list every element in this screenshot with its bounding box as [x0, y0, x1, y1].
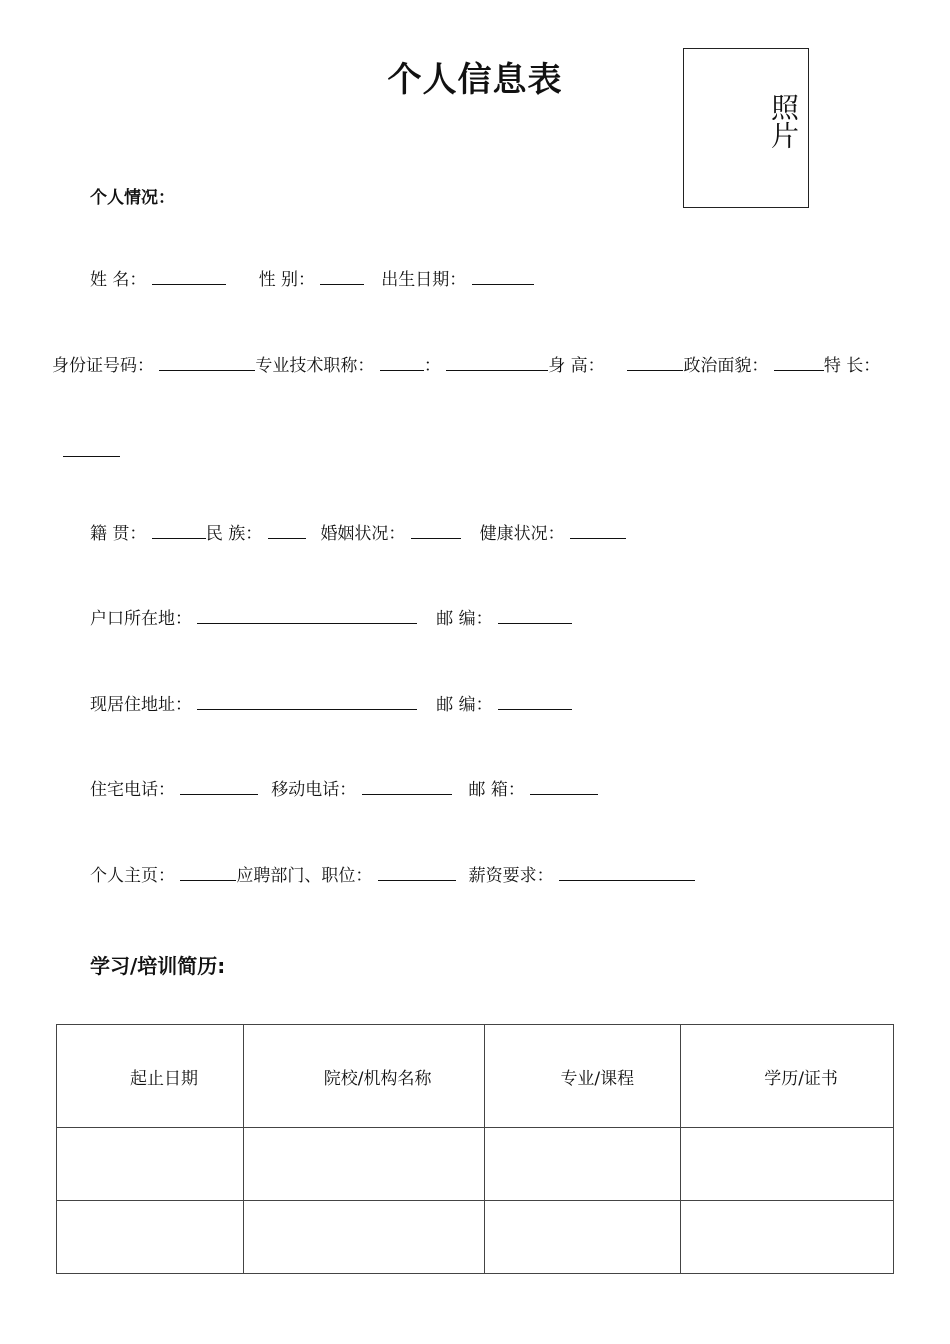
homepage-label: 个人主页：: [90, 866, 175, 886]
page-title: 个人信息表: [387, 60, 563, 100]
politics-field[interactable]: [774, 354, 824, 371]
id-field[interactable]: [159, 354, 255, 371]
table-header-row: [57, 1025, 894, 1128]
health-label: 健康状况：: [479, 524, 565, 544]
postcode-label-1: 邮 编：: [436, 609, 493, 629]
header-degree: 学历/证书: [681, 1025, 894, 1128]
table-cell[interactable]: [243, 1201, 485, 1274]
birth-field[interactable]: [472, 268, 534, 285]
table-cell[interactable]: [57, 1128, 244, 1201]
section-personal-heading: 个人情况：: [90, 188, 175, 208]
marital-field[interactable]: [411, 522, 461, 539]
row-basic-info: [90, 268, 534, 292]
email-label: 邮 箱：: [468, 780, 525, 800]
table-row: [57, 1128, 894, 1201]
row-contact: [90, 778, 598, 802]
home-phone-field[interactable]: [180, 778, 258, 795]
postcode-field-1[interactable]: [498, 607, 572, 624]
address-label: 现居住地址：: [90, 695, 192, 715]
table-cell[interactable]: [485, 1128, 681, 1201]
ethnic-field[interactable]: [268, 522, 306, 539]
table-cell[interactable]: [57, 1201, 244, 1274]
gender-label: 性 别：: [258, 270, 316, 290]
extra-field[interactable]: [446, 354, 548, 371]
table-row: [57, 1201, 894, 1274]
row-id-info: [52, 354, 880, 378]
postcode-field-2[interactable]: [498, 693, 572, 710]
row-hukou: [90, 607, 572, 631]
table-cell[interactable]: [485, 1201, 681, 1274]
marital-label: 婚姻状况：: [320, 524, 406, 544]
home-phone-label: 住宅电话：: [90, 780, 175, 800]
hukou-field[interactable]: [197, 607, 417, 624]
header-institution: 院校/机构名称: [243, 1025, 485, 1128]
header-date: 起止日期: [57, 1025, 244, 1128]
height-label: 身 高：: [548, 356, 605, 376]
birth-label: 出生日期：: [381, 270, 467, 290]
address-field[interactable]: [197, 693, 417, 710]
email-field[interactable]: [530, 778, 598, 795]
photo-placeholder[interactable]: [683, 48, 809, 208]
ethnic-label: 民 族：: [205, 524, 263, 544]
table-cell[interactable]: [243, 1128, 485, 1201]
row-specialty-cont: [63, 440, 120, 464]
specialty-field[interactable]: [63, 440, 120, 457]
row-application: [90, 864, 695, 888]
politics-label: 政治面貌：: [683, 356, 769, 376]
name-field[interactable]: [152, 268, 226, 285]
header-major: 专业/课程: [485, 1025, 681, 1128]
mobile-label: 移动电话：: [271, 780, 357, 800]
postcode-label-2: 邮 编：: [436, 695, 493, 715]
specialty-label: 特 长：: [823, 356, 881, 376]
id-label: 身份证号码：: [52, 356, 154, 376]
position-field[interactable]: [378, 864, 456, 881]
mobile-field[interactable]: [362, 778, 452, 795]
photo-label: 照片: [767, 93, 800, 149]
salary-field[interactable]: [559, 864, 695, 881]
homepage-field[interactable]: [180, 864, 236, 881]
name-label: 姓 名：: [90, 270, 147, 290]
gender-field[interactable]: [320, 268, 364, 285]
table-cell[interactable]: [681, 1128, 894, 1201]
colon-label: ：: [423, 356, 441, 376]
title-field[interactable]: [380, 354, 424, 371]
title-label: 专业技术职称：: [255, 356, 375, 376]
position-label: 应聘部门、职位：: [236, 866, 373, 886]
health-field[interactable]: [570, 522, 626, 539]
height-field[interactable]: [627, 354, 683, 371]
hukou-label: 户口所在地：: [90, 609, 192, 629]
row-background: [90, 522, 626, 546]
salary-label: 薪资要求：: [468, 866, 554, 886]
row-address: [90, 693, 572, 717]
table-cell[interactable]: [681, 1201, 894, 1274]
native-field[interactable]: [152, 522, 206, 539]
native-label: 籍 贯：: [90, 524, 147, 544]
education-table: [56, 1024, 894, 1274]
section-education-heading: 学习/培训简历:: [90, 954, 226, 978]
